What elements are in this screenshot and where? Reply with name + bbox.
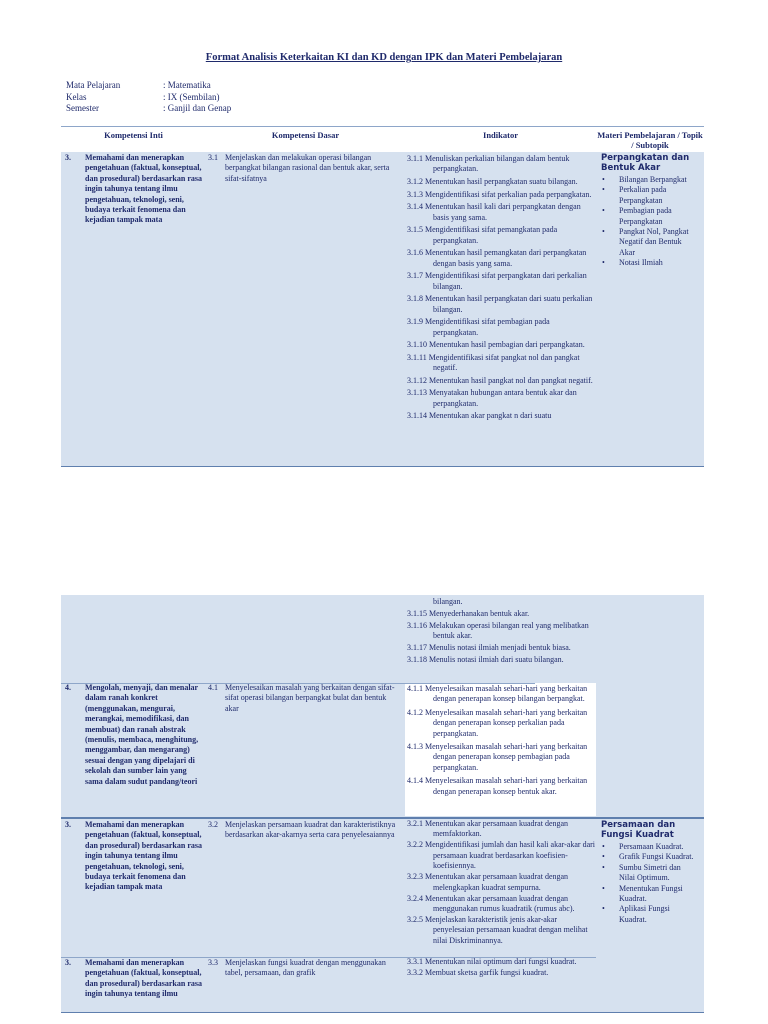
meta-info: [66, 80, 231, 115]
ki-number: 3.: [65, 153, 71, 162]
indicator-item: 3.1.11 Mengidentifikasi sifat pangkat nol dan pangkat negatif.: [407, 352, 580, 373]
materi-item: • Pangkat Nol, Pangkat Negatif dan Bentuk Akar: [601, 227, 697, 258]
indicator-list-row32: [407, 819, 595, 947]
materi-list-row32: [601, 842, 697, 925]
indicator-item: 3.1.8 Menentukan hasil perpangkatan dari suatu perkalian bilangan.: [407, 294, 593, 314]
indicator-item: bilangan.: [433, 597, 463, 606]
materi-list: [601, 175, 697, 269]
meta-value: : IX (Sembilan): [163, 91, 220, 102]
ki-text: Memahami dan menerapkan pengetahuan (faktual, konseptual, dan prosedural) berdasarkan rasa ingin tahunya tentang ilmu: [85, 958, 202, 999]
table-row-ki3-kd31: [61, 152, 704, 467]
header-kd: Kompetensi Dasar: [271, 130, 340, 140]
indicator-item: 3.1.7 Mengidentifikasi sifat perpangkatan dari perkalian bilangan.: [407, 271, 587, 291]
ki-number: 3.: [65, 958, 71, 967]
indicator-item: 3.1.12 Menentukan hasil pangkat nol dan pangkat negatif.: [407, 375, 593, 385]
indicator-item: 3.1.13 Menyatakan hubungan antara bentuk akar dan perpangkatan.: [407, 388, 577, 408]
kd-text: Menjelaskan dan melakukan operasi bilangan berpangkat bilangan rasional dan bentuk akar, serta sifat-sifatnya: [225, 153, 390, 183]
ki-text: Memahami dan menerapkan pengetahuan (faktual, konseptual, dan prosedural) berdasarkan rasa ingin tahunya tentang ilmu pengetahuan, teknologi, seni, budaya terkait fenomena dan kejadian tampak mata: [85, 820, 202, 892]
ki-number: 3.: [65, 820, 71, 829]
meta-value: : Matematika: [163, 80, 211, 90]
kd-text: Menyelesaikan masalah yang berkaitan dengan sifat-sifat operasi bilangan berpangkat bulat dan bentuk akar: [225, 683, 395, 713]
kd-number: 4.1: [208, 683, 218, 692]
indicator-item: 3.1.18 Menulis notasi ilmiah dari suatu bilangan.: [407, 655, 564, 665]
materi-heading: Perpangkatan dan Bentuk Akar: [601, 153, 690, 173]
indicator-item: 3.1.3 Mengidentifikasi sifat perkalian pada perpangkatan.: [407, 189, 592, 199]
materi-item: • Bilangan Berpangkat: [601, 175, 697, 185]
indicator-list-row4: [407, 684, 595, 800]
header-materi: Materi Pembelajaran / Topik / Subtopik: [597, 130, 703, 150]
indicator-item: 3.3.2 Membuat sketsa garfik fungsi kuadrat.: [407, 968, 549, 978]
meta-value: : Ganjil dan Genap: [163, 103, 232, 113]
ki-text: Memahami dan menerapkan pengetahuan (faktual, konseptual, dan prosedural) berdasarkan rasa ingin tahunya tentang ilmu pengetahuan, teknologi, seni, budaya terkait fenomena dan kejadian tampak mata: [85, 153, 202, 225]
indicator-item: 3.2.4 Menentukan akar persamaan kuadrat dengan menggunakan rumus kuadratik (rumus abc).: [407, 893, 575, 914]
header-indikator: Indikator: [483, 130, 518, 140]
ki-text: Mengolah, menyaji, dan menalar dalam ranah konkret (menggunakan, mengurai, merangkai, memodifikasi, dan membuat) dan ranah abstrak (menulis, membaca, menghitung, menggambar, dan mengarang) sesuai dengan yang dipelajari di sekolah dan sumber lain yang sama dalam sudut pandang/teori: [85, 683, 199, 786]
meta-row-subject: [66, 80, 231, 92]
indicator-item: 3.3.1 Menentukan nilai optimum dari fungsi kuadrat.: [407, 957, 577, 966]
indicator-item: 4.1.1 Menyelesaikan masalah sehari-hari yang berkaitan dengan penerapan konsep bilangan berpangkat.: [407, 684, 588, 704]
indicator-item: 3.1.1 Menuliskan perkalian bilangan dalam bentuk perpangkatan.: [407, 154, 570, 174]
meta-row-class: [66, 92, 231, 104]
indicator-item: 3.1.14 Menentukan akar pangkat n dari suatu: [407, 411, 552, 421]
indicator-item: 3.2.2 Mengidentifikasi jumlah dan hasil kali akar-akar dari persamaan kuadrat berdasarkan koefisien-koefisiennya.: [407, 840, 596, 871]
kd-number: 3.1: [208, 153, 218, 162]
document-title: Format Analisis Keterkaitan KI dan KD dengan IPK dan Materi Pembelajaran: [205, 52, 563, 63]
meta-label: Kelas: [66, 91, 87, 102]
indicator-item: 3.1.9 Mengidentifikasi sifat pembagian pada perpangkatan.: [407, 317, 550, 337]
kd-text: Menjelaskan fungsi kuadrat dengan menggunakan tabel, persamaan, dan grafik: [225, 958, 386, 978]
meta-label: Semester: [66, 103, 99, 113]
materi-item: • Pembagian pada Perpangkatan: [601, 206, 697, 227]
materi-item: • Notasi Ilmiah: [601, 258, 697, 268]
materi-heading-row32: Persamaan dan Fungsi Kuadrat: [601, 820, 676, 840]
indicator-item: 3.1.2 Menentukan hasil perpangkatan suatu bilangan.: [407, 177, 578, 186]
header-ki: Kompetensi Inti: [104, 130, 163, 140]
indicator-list-row33: [407, 957, 595, 980]
materi-item: • Sumbu Simetri dan Nilai Optimum.: [601, 863, 697, 884]
materi-item: • Perkalian pada Perpangkatan: [601, 185, 697, 206]
materi-item: • Persamaan Kuadrat.: [601, 842, 697, 852]
indicator-item: 3.2.3 Menentukan akar persamaan kuadrat dengan melengkapkan kuadrat sempurna.: [407, 872, 569, 892]
indicator-item: 3.2.1 Menentukan akar persamaan kuadrat dengan memfaktorkan.: [407, 819, 569, 839]
indicator-item: 3.1.17 Menulis notasi ilmiah menjadi bentuk biasa.: [407, 643, 571, 653]
materi-item: • Grafik Fungsi Kuadrat.: [601, 852, 697, 862]
indicator-item: 3.1.4 Menentukan hasil kali dari perpangkatan dengan basis yang sama.: [407, 202, 581, 222]
indicator-item: 3.1.15 Menyederhanakan bentuk akar.: [407, 609, 530, 618]
indicator-item: 3.1.5 Mengidentifikasi sifat pemangkatan pada perpangkatan.: [407, 225, 558, 245]
page2-content: [61, 595, 704, 1012]
materi-item: • Aplikasi Fungsi Kuadrat.: [601, 904, 697, 925]
indicator-list: [407, 154, 595, 424]
kd-text: Menjelaskan persamaan kuadrat dan karakteristiknya berdasarkan akar-akarnya serta cara penyelesaiannya: [225, 820, 396, 840]
indicator-item: 4.1.2 Menyelesaikan masalah sehari-hari yang berkaitan dengan penerapan konsep perkalian pada perpangkatan.: [407, 707, 588, 738]
indicator-item: 4.1.3 Menyelesaikan masalah sehari-hari yang berkaitan dengan penerapan konsep pembagian pada perpangkatan.: [407, 742, 588, 772]
materi-item: • Menentukan Fungsi Kuadrat.: [601, 884, 697, 905]
kd-number: 3.3: [208, 958, 218, 967]
ki-number: 4.: [65, 683, 71, 692]
indicator-item: 3.2.5 Menjelaskan karakteristik jenis akar-akar penyelesaian persamaan kuadrat dengan melihat nilai Diskriminannya.: [407, 915, 588, 945]
indicator-item: 3.1.16 Melakukan operasi bilangan real yang melibatkan bentuk akar.: [407, 621, 589, 641]
meta-row-semester: [66, 103, 231, 115]
indicator-item: 3.1.6 Menentukan hasil pemangkatan dari perpangkatan dengan basis yang sama.: [407, 248, 587, 268]
meta-label: Mata Pelajaran: [66, 80, 121, 90]
indicator-item: 3.1.10 Menentukan hasil pembagian dari perpangkatan.: [407, 340, 585, 350]
indicator-continuation: [407, 597, 595, 667]
table-header: [61, 126, 704, 153]
indicator-item: 4.1.4 Menyelesaikan masalah sehari-hari yang berkaitan dengan penerapan konsep bentuk akar.: [407, 776, 588, 796]
kd-number: 3.2: [208, 820, 218, 829]
